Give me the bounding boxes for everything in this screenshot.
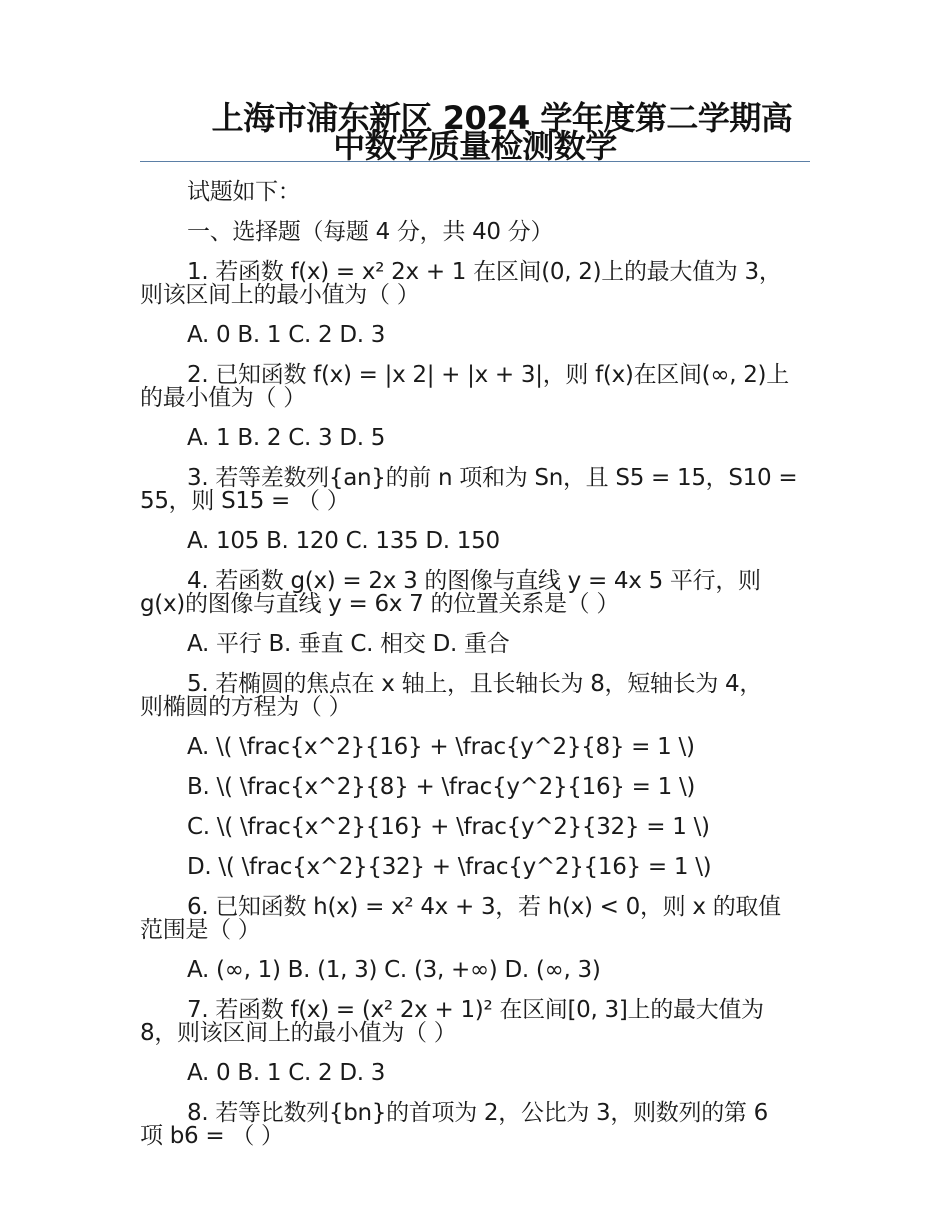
intro-text: 试题如下：	[187, 179, 301, 205]
question-1	[140, 258, 810, 321]
question-1-options: A. 0 B. 1 C. 2 D. 3	[187, 322, 386, 348]
question-5-option-b: B. \( \frac{x^2}{8} + \frac{y^2}{16} = 1 \)	[187, 774, 696, 800]
question-5-option-d: D. \( \frac{x^2}{32} + \frac{y^2}{16} = 1 \)	[187, 854, 712, 880]
question-3-line-1: 3. 若等差数列{an}的前 n 项和为 Sn，且 S5 = 15，S10 =	[187, 465, 798, 491]
question-3-line-2: 55，则 S15 = （ ）	[140, 488, 350, 514]
document-body	[140, 178, 810, 1162]
question-6-line-1: 6. 已知函数 h(x) = x² 4x + 3，若 h(x) < 0，则 x 的取值	[187, 894, 781, 920]
question-2-line-1: 2. 已知函数 f(x) = |x 2| + |x + 3|，则 f(x)在区间(∞, 2)上	[187, 362, 789, 388]
title-divider	[140, 161, 810, 162]
question-1-line-2: 则该区间上的最小值为（ ）	[140, 282, 420, 308]
question-2	[140, 361, 810, 424]
question-2-options: A. 1 B. 2 C. 3 D. 5	[187, 425, 386, 451]
question-5-option-a: A. \( \frac{x^2}{16} + \frac{y^2}{8} = 1 \)	[187, 734, 695, 760]
page-title	[140, 99, 810, 165]
question-3-options: A. 105 B. 120 C. 135 D. 150	[187, 528, 500, 554]
question-7-line-1: 7. 若函数 f(x) = (x² 2x + 1)² 在区间[0, 3]上的最大值为	[187, 997, 764, 1023]
question-4-options: A. 平行 B. 垂直 C. 相交 D. 重合	[187, 631, 510, 657]
question-5-line-2: 则椭圆的方程为（ ）	[140, 694, 352, 720]
question-8	[140, 1099, 810, 1162]
question-6-options: A. (∞, 1) B. (1, 3) C. (3, +∞) D. (∞, 3)	[187, 957, 601, 983]
question-8-line-2: 项 b6 = （ ）	[140, 1123, 284, 1149]
question-5	[140, 670, 810, 733]
question-4-line-2: g(x)的图像与直线 y = 6x 7 的位置关系是（ ）	[140, 591, 620, 617]
question-6	[140, 893, 810, 956]
question-5-option-c: C. \( \frac{x^2}{16} + \frac{y^2}{32} = 1 \)	[187, 814, 710, 840]
question-6-line-2: 范围是（ ）	[140, 917, 261, 943]
title-line-1: 上海市浦东新区 2024 学年度第二学期高	[211, 99, 793, 137]
question-8-line-1: 8. 若等比数列{bn}的首项为 2，公比为 3，则数列的第 6	[187, 1100, 768, 1126]
question-5-line-1: 5. 若椭圆的焦点在 x 轴上，且长轴长为 8，短轴长为 4，	[187, 671, 763, 697]
title-line-2: 中数学质量检测数学	[333, 127, 617, 165]
question-3	[140, 464, 810, 527]
section-heading: 一、选择题（每题 4 分，共 40 分）	[187, 219, 554, 245]
question-2-line-2: 的最小值为（ ）	[140, 385, 306, 411]
question-7-line-2: 8，则该区间上的最小值为（ ）	[140, 1020, 457, 1046]
question-7	[140, 996, 810, 1059]
question-4	[140, 567, 810, 630]
question-1-line-1: 1. 若函数 f(x) = x² 2x + 1 在区间(0, 2)上的最大值为 3，	[187, 259, 782, 285]
question-4-line-1: 4. 若函数 g(x) = 2x 3 的图像与直线 y = 4x 5 平行，则	[187, 568, 761, 594]
question-7-options: A. 0 B. 1 C. 2 D. 3	[187, 1060, 386, 1086]
